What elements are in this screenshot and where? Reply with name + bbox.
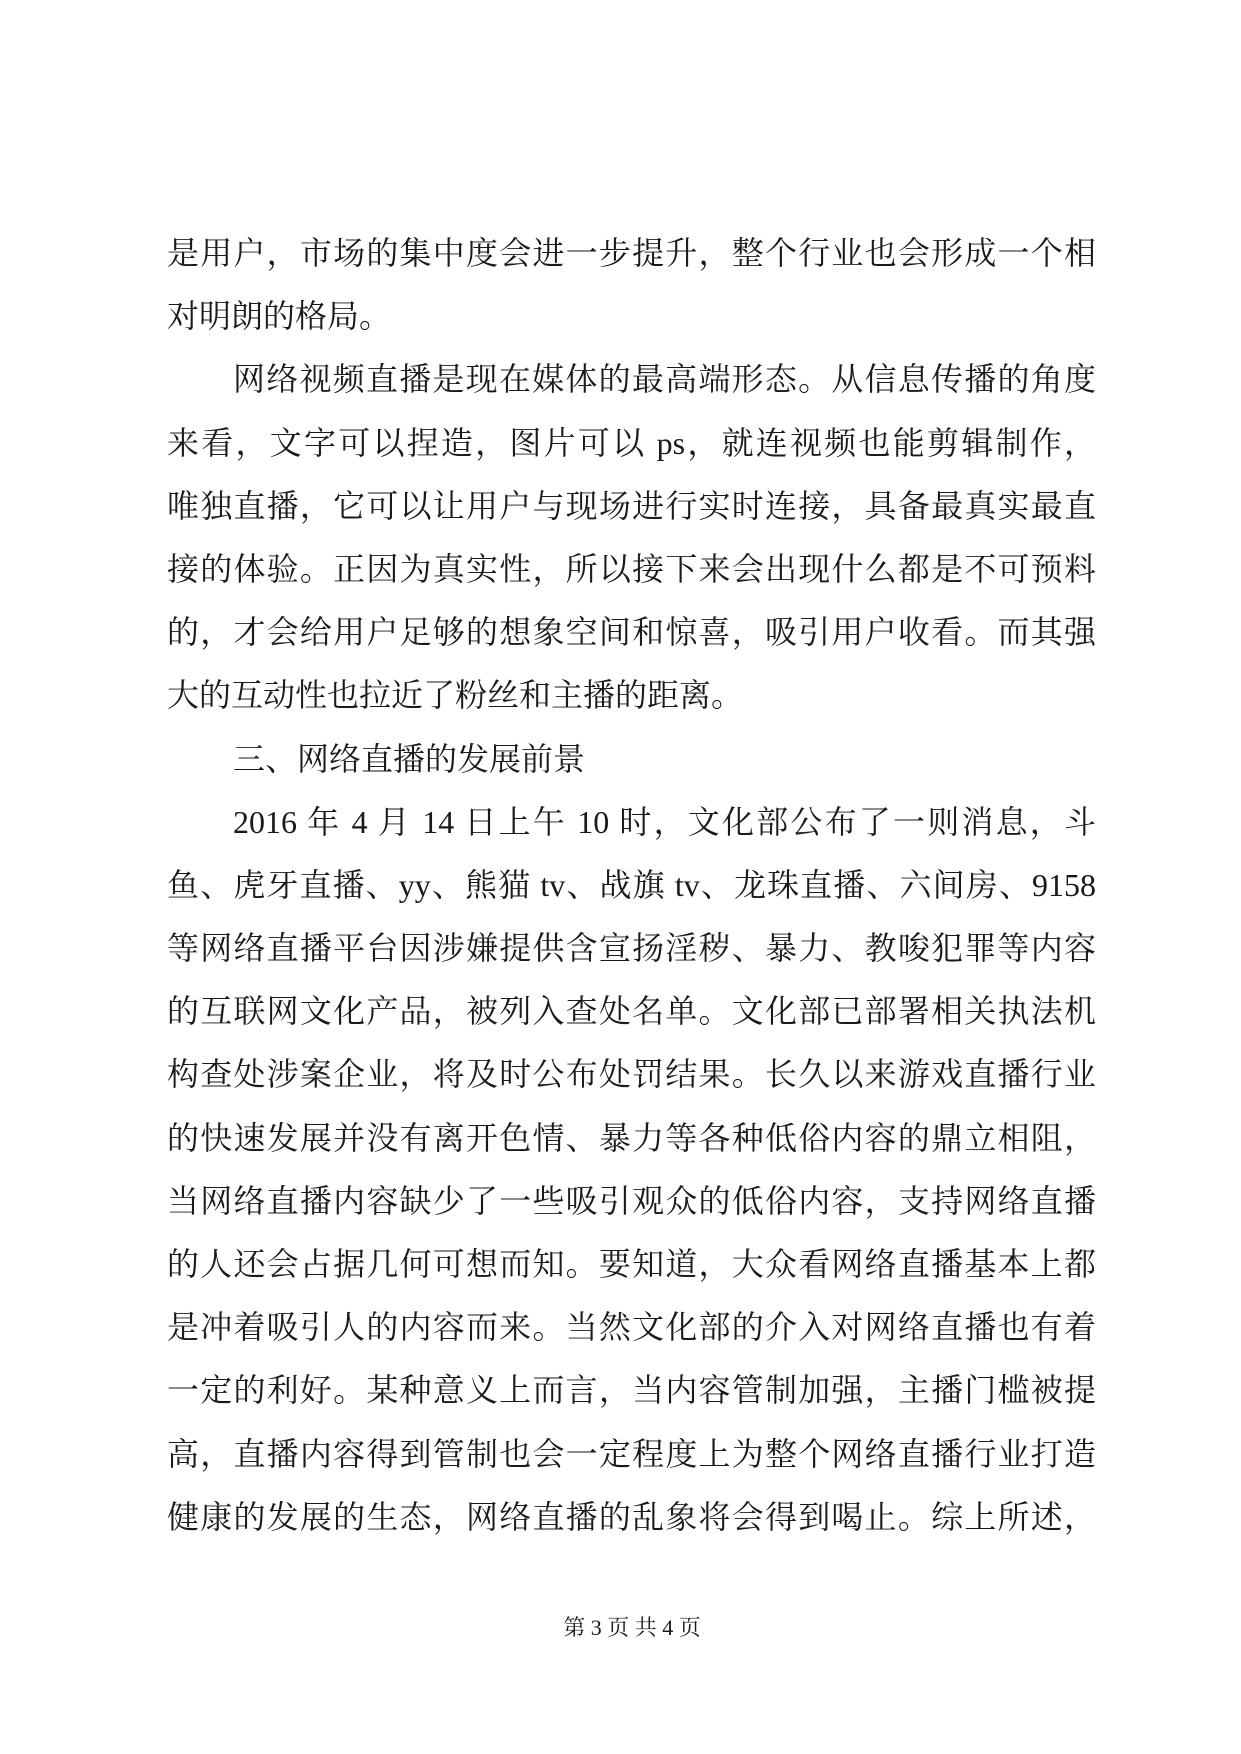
section-heading: 三、网络直播的发展前景	[233, 740, 586, 777]
page-footer: 第 3 页 共 4 页	[563, 1615, 701, 1640]
text-line: 大的互动性也拉近了粉丝和主播的距离。	[167, 677, 744, 714]
text-line: 鱼、虎牙直播、yy、熊猫 tv、战旗 tv、龙珠直播、六间房、9158	[167, 866, 1096, 903]
text-line: 唯独直播，它可以让用户与现场进行实时连接，具备最真实最直	[167, 487, 1096, 524]
text-line: 对明朗的格局。	[167, 298, 392, 335]
paragraph-first-line: 2016 年 4 月 14 日上午 10 时，文化部公布了一则消息，斗	[233, 803, 1096, 840]
text-line: 接的体验。正因为真实性，所以接下来会出现什么都是不可预料	[167, 550, 1096, 587]
text-line: 是冲着吸引人的内容而来。当然文化部的介入对网络直播也有着	[167, 1309, 1096, 1346]
text-line: 高，直播内容得到管制也会一定程度上为整个网络直播行业打造	[167, 1435, 1096, 1472]
text-line: 一定的利好。某种意义上而言，当内容管制加强，主播门槛被提	[167, 1372, 1096, 1409]
text-line: 的快速发展并没有离开色情、暴力等各种低俗内容的鼎立相阻，	[167, 1119, 1096, 1156]
text-line: 是用户，市场的集中度会进一步提升，整个行业也会形成一个相	[167, 235, 1096, 271]
paragraph-first-line: 网络视频直播是现在媒体的最高端形态。从信息传播的角度	[233, 361, 1096, 398]
text-line: 健康的发展的生态，网络直播的乱象将会得到喝止。综上所述，	[167, 1498, 1096, 1535]
text-line: 的人还会占据几何可想而知。要知道，大众看网络直播基本上都	[167, 1246, 1096, 1282]
body-text	[167, 222, 1096, 1549]
text-line: 来看，文字可以捏造，图片可以 ps，就连视频也能剪辑制作，	[167, 424, 1096, 461]
text-line: 构查处涉案企业，将及时公布处罚结果。长久以来游戏直播行业	[167, 1056, 1096, 1093]
text-line: 的，才会给用户足够的想象空间和惊喜，吸引用户收看。而其强	[167, 614, 1096, 651]
text-line: 的互联网文化产品，被列入查处名单。文化部已部署相关执法机	[167, 993, 1096, 1030]
text-line: 等网络直播平台因涉嫌提供含宣扬淫秽、暴力、教唆犯罪等内容	[167, 930, 1096, 967]
text-line: 当网络直播内容缺少了一些吸引观众的低俗内容，支持网络直播	[167, 1182, 1096, 1219]
